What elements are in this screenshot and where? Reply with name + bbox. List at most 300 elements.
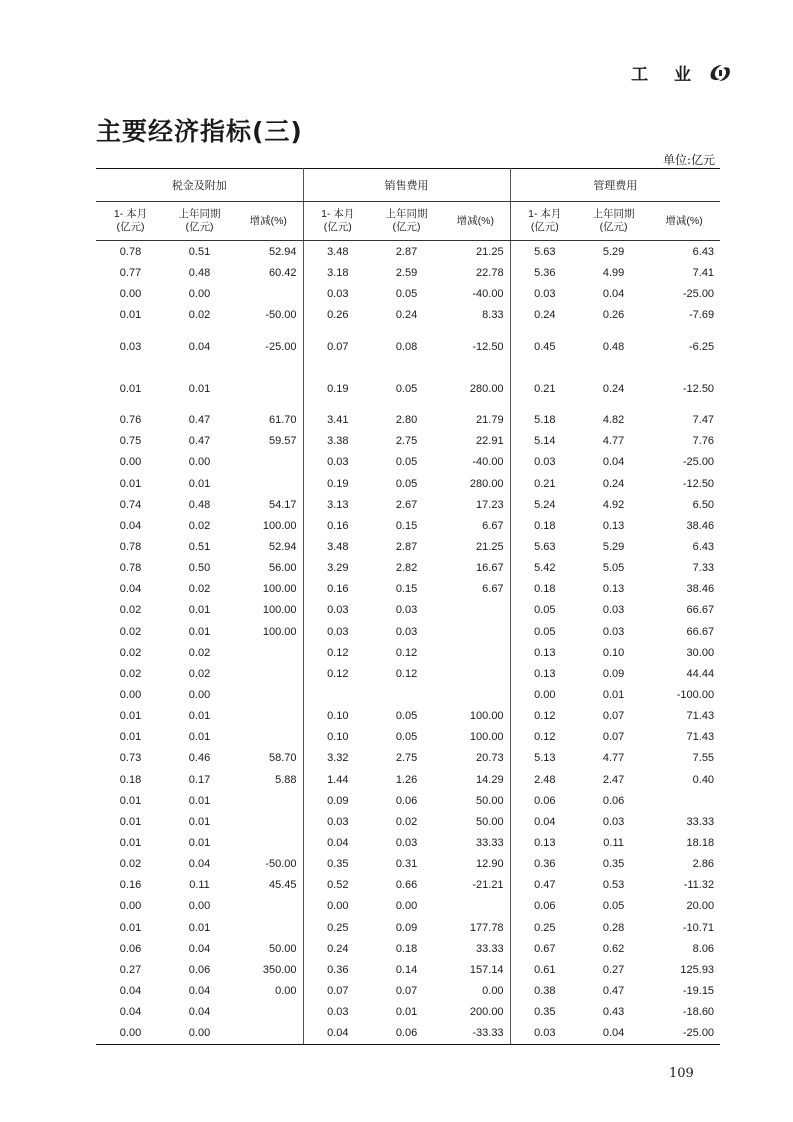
- table-cell: 0.12: [510, 706, 579, 727]
- table-cell: 0.00: [119, 456, 142, 469]
- table-cell: 6.67: [482, 583, 504, 596]
- table-cell: 0.01: [119, 710, 142, 723]
- table-cell: 50.00: [476, 815, 504, 828]
- table-cell: 0.03: [395, 625, 418, 638]
- table-cell: 0.01: [119, 308, 142, 321]
- table-cell: 0.05: [602, 900, 625, 913]
- table-cell: 0.03: [395, 604, 418, 617]
- table-cell: 0.67: [510, 938, 579, 959]
- table-cell: 2.87: [395, 540, 418, 553]
- table-cell: 0.00: [119, 287, 142, 300]
- sub-header-row: [96, 202, 720, 241]
- prev-year-header: 上年同期 (亿元): [372, 202, 441, 241]
- table-cell: 0.04: [188, 984, 211, 997]
- table-cell: 0.62: [602, 942, 625, 955]
- table-cell: 0.03: [303, 811, 372, 832]
- table-cell: 0.03: [510, 283, 579, 304]
- table-cell: 0.73: [119, 752, 142, 765]
- table-cell: 66.67: [686, 625, 715, 638]
- table-cell: [372, 684, 441, 705]
- table-cell: 50.00: [269, 942, 297, 955]
- table-cell: 5.18: [510, 410, 579, 431]
- table-cell: 0.31: [395, 858, 418, 871]
- table-cell: 3.38: [303, 431, 372, 452]
- section-label: [631, 60, 733, 85]
- page-title: 主要经济指标(三): [96, 117, 303, 146]
- table-row: [96, 1023, 720, 1045]
- table-cell: 0.01: [188, 794, 211, 807]
- table-cell: 5.29: [602, 245, 625, 258]
- table-cell: 2.87: [395, 245, 418, 258]
- table-cell: 0.02: [119, 858, 142, 871]
- table-cell: 0.09: [395, 921, 418, 934]
- table-cell: [234, 727, 303, 748]
- table-cell: 6.67: [482, 519, 504, 532]
- table-cell: 0.28: [602, 921, 625, 934]
- table-cell: 20.00: [686, 900, 715, 913]
- table-row: [96, 494, 720, 515]
- table-cell: 56.00: [269, 562, 297, 575]
- table-cell: 0.18: [119, 773, 142, 786]
- table-cell: 0.78: [119, 245, 142, 258]
- table-cell: 18.18: [686, 836, 715, 849]
- table-cell: 7.76: [692, 435, 715, 448]
- table-cell: 0.06: [119, 942, 142, 955]
- table-cell: 21.25: [476, 540, 504, 553]
- table-cell: 0.03: [602, 604, 625, 617]
- table-cell: -18.60: [682, 1006, 715, 1019]
- table-row: [96, 326, 720, 368]
- table-cell: 0.00: [188, 456, 211, 469]
- change-header: 增减(%): [648, 202, 720, 241]
- table-cell: 3.18: [303, 262, 372, 283]
- table-cell: 0.03: [303, 452, 372, 473]
- table-cell: 21.25: [476, 245, 504, 258]
- table-cell: 5.63: [510, 241, 579, 263]
- table-cell: 0.03: [303, 600, 372, 621]
- table-cell: 0.47: [602, 984, 625, 997]
- change-header: 增减(%): [441, 202, 510, 241]
- ytd-header: 1- 本月 (亿元): [96, 202, 165, 241]
- table-cell: 0.11: [603, 836, 624, 849]
- table-cell: 0.06: [188, 963, 211, 976]
- table-cell: -12.50: [682, 382, 715, 395]
- table-cell: 52.94: [269, 245, 297, 258]
- table-cell: 0.03: [510, 1023, 579, 1045]
- table-cell: 1.26: [395, 773, 418, 786]
- table-cell: 100.00: [262, 604, 297, 617]
- table-cell: [234, 1023, 303, 1045]
- table-cell: 0.05: [395, 477, 418, 490]
- change-header: 增减(%): [234, 202, 303, 241]
- table-row: [96, 938, 720, 959]
- table-row: [96, 769, 720, 790]
- table-cell: 0.00: [119, 688, 142, 701]
- table-cell: 0.75: [119, 435, 142, 448]
- table-row: [96, 790, 720, 811]
- table-cell: 52.94: [269, 540, 297, 553]
- table-cell: 0.08: [395, 340, 418, 353]
- group-header-row: [96, 169, 720, 202]
- table-cell: 66.67: [686, 604, 715, 617]
- table-cell: 2.80: [395, 414, 418, 427]
- table-cell: 0.02: [119, 646, 142, 659]
- table-cell: 0.00: [96, 1023, 165, 1045]
- table-cell: 0.66: [395, 879, 418, 892]
- table-row: [96, 368, 720, 410]
- table-cell: 44.44: [686, 667, 715, 680]
- table-cell: 0.35: [303, 854, 372, 875]
- table-cell: 0.00: [119, 900, 142, 913]
- table-cell: 0.15: [395, 583, 418, 596]
- table-cell: 71.43: [686, 710, 715, 723]
- table-cell: 0.40: [692, 773, 715, 786]
- table-cell: 0.03: [602, 815, 625, 828]
- table-row: [96, 832, 720, 853]
- table-cell: 0.05: [395, 382, 418, 395]
- table-cell: 0.48: [188, 498, 211, 511]
- table-row: [96, 811, 720, 832]
- table-cell: 5.13: [510, 748, 579, 769]
- table-cell: 0.02: [119, 625, 142, 638]
- table-cell: 0.07: [303, 326, 372, 368]
- table-cell: 3.29: [303, 558, 372, 579]
- table-cell: 2.86: [692, 858, 715, 871]
- table-cell: 0.05: [395, 287, 418, 300]
- table-cell: 0.36: [303, 959, 372, 980]
- table-cell: 0.01: [602, 688, 625, 701]
- table-cell: [234, 790, 303, 811]
- table-cell: 3.13: [303, 494, 372, 515]
- table-cell: 0.02: [119, 667, 142, 680]
- table-cell: 0.04: [119, 519, 142, 532]
- table-cell: 0.61: [510, 959, 579, 980]
- table-cell: 0.04: [119, 984, 142, 997]
- table-cell: 38.46: [686, 519, 715, 532]
- table-row: [96, 536, 720, 557]
- table-cell: 0.13: [510, 642, 579, 663]
- table-cell: 0.01: [188, 710, 211, 723]
- industry-logo-icon: [707, 62, 733, 84]
- table-cell: 0.01: [188, 921, 211, 934]
- table-cell: 4.77: [602, 435, 625, 448]
- table-cell: -40.00: [472, 456, 504, 469]
- table-cell: 7.47: [692, 414, 715, 427]
- table-cell: 54.17: [269, 498, 297, 511]
- table-cell: [303, 684, 372, 705]
- table-cell: 6.43: [692, 245, 715, 258]
- table-cell: [234, 706, 303, 727]
- table-cell: 3.41: [303, 410, 372, 431]
- table-cell: 0.01: [188, 477, 211, 490]
- prev-year-header: 上年同期 (亿元): [165, 202, 234, 241]
- table-cell: 0.45: [510, 326, 579, 368]
- table-cell: [234, 896, 303, 917]
- table-cell: 2.48: [510, 769, 579, 790]
- table-cell: [234, 663, 303, 684]
- table-cell: 61.70: [269, 414, 297, 427]
- table-cell: 8.06: [692, 942, 715, 955]
- table-row: [96, 875, 720, 896]
- table-cell: 0.16: [303, 579, 372, 600]
- table-cell: -25.00: [648, 1023, 720, 1045]
- page-number: 109: [669, 1066, 694, 1081]
- table-cell: 7.55: [692, 752, 715, 765]
- table-cell: [234, 684, 303, 705]
- table-row: [96, 410, 720, 431]
- table-cell: 100.00: [469, 710, 504, 723]
- table-cell: 4.82: [602, 414, 625, 427]
- table-cell: 38.46: [686, 583, 715, 596]
- table-cell: 0.03: [303, 1002, 372, 1023]
- table-cell: -12.50: [472, 340, 504, 353]
- group-header-selling: 销售费用: [303, 169, 510, 202]
- table-row: [96, 241, 720, 263]
- table-cell: 0.03: [602, 625, 625, 638]
- table-cell: 4.77: [602, 752, 625, 765]
- table-cell: 0.00: [482, 984, 504, 997]
- table-cell: 0.26: [602, 308, 625, 321]
- table-cell: -25.00: [682, 456, 715, 469]
- table-body: [96, 241, 720, 1045]
- table-cell: 0.01: [188, 382, 211, 395]
- table-cell: 0.13: [602, 583, 625, 596]
- table-cell: 0.00: [165, 1023, 234, 1045]
- table-cell: -19.15: [682, 984, 715, 997]
- table-cell: 0.04: [188, 858, 211, 871]
- table-row: [96, 854, 720, 875]
- table-cell: 0.03: [303, 621, 372, 642]
- table-cell: 0.78: [119, 562, 142, 575]
- table-cell: 280.00: [469, 382, 504, 395]
- table-cell: -33.33: [441, 1023, 510, 1045]
- table-cell: 0.01: [188, 604, 211, 617]
- table-cell: [234, 832, 303, 853]
- table-cell: -25.00: [265, 340, 297, 353]
- table-cell: 0.53: [602, 879, 625, 892]
- table-cell: 0.03: [119, 340, 142, 353]
- table-cell: 0.00: [188, 688, 211, 701]
- table-cell: 0.00: [303, 896, 372, 917]
- table-cell: 0.04: [579, 1023, 648, 1045]
- table-cell: 3.48: [303, 241, 372, 263]
- table-cell: [441, 621, 510, 642]
- table-cell: -12.50: [682, 477, 715, 490]
- table-cell: 0.05: [395, 731, 418, 744]
- table-cell: 0.35: [510, 1002, 579, 1023]
- table-row: [96, 959, 720, 980]
- table-cell: 0.03: [510, 452, 579, 473]
- table-cell: 5.05: [602, 562, 625, 575]
- table-cell: -50.00: [265, 308, 297, 321]
- table-row: [96, 473, 720, 494]
- table-cell: 2.47: [602, 773, 625, 786]
- table-cell: 0.11: [189, 879, 210, 892]
- table-cell: 0.03: [395, 836, 418, 849]
- table-cell: 30.00: [686, 646, 715, 659]
- table-cell: -100.00: [676, 688, 715, 701]
- table-cell: 17.23: [476, 498, 504, 511]
- table-cell: 0.43: [602, 1006, 625, 1019]
- table-cell: 0.46: [188, 752, 211, 765]
- table-cell: 0.00: [188, 900, 211, 913]
- table-cell: 0.10: [602, 646, 625, 659]
- table-cell: 0.10: [303, 706, 372, 727]
- table-cell: 0.17: [188, 773, 211, 786]
- table-row: [96, 515, 720, 536]
- table-row: [96, 684, 720, 705]
- table-cell: 0.07: [303, 980, 372, 1001]
- table-cell: 0.01: [119, 836, 142, 849]
- table-cell: 6.43: [692, 540, 715, 553]
- table-cell: 0.12: [303, 642, 372, 663]
- table-row: [96, 980, 720, 1001]
- table-row: [96, 558, 720, 579]
- table-cell: 0.47: [510, 875, 579, 896]
- table-row: [96, 748, 720, 769]
- table-cell: [441, 663, 510, 684]
- table-cell: 0.06: [602, 794, 625, 807]
- group-header-admin: 管理费用: [510, 169, 720, 202]
- table-cell: 3.32: [303, 748, 372, 769]
- table-cell: 0.24: [602, 477, 625, 490]
- table-cell: 33.33: [476, 942, 504, 955]
- table-cell: 0.13: [602, 519, 625, 532]
- ytd-header: 1- 本月 (亿元): [510, 202, 579, 241]
- table-cell: 0.10: [303, 727, 372, 748]
- table-cell: 58.70: [269, 752, 297, 765]
- section-label-text: 工 业: [631, 65, 701, 85]
- table-cell: 0.26: [303, 304, 372, 325]
- table-cell: 0.25: [303, 917, 372, 938]
- table-cell: 157.14: [469, 963, 504, 976]
- table-cell: 0.36: [510, 854, 579, 875]
- table-row: [96, 621, 720, 642]
- table-cell: 0.00: [275, 984, 297, 997]
- table-cell: 100.00: [469, 731, 504, 744]
- table-cell: 0.18: [510, 515, 579, 536]
- table-cell: 71.43: [686, 731, 715, 744]
- table-cell: 0.24: [395, 308, 418, 321]
- table-cell: 21.79: [476, 414, 504, 427]
- table-cell: 7.41: [692, 266, 715, 279]
- table-cell: 0.51: [188, 245, 211, 258]
- table-cell: 0.02: [188, 583, 211, 596]
- table-cell: [234, 811, 303, 832]
- table-cell: 5.63: [510, 536, 579, 557]
- table-row: [96, 579, 720, 600]
- table-cell: 33.33: [686, 815, 715, 828]
- table-cell: 6.50: [692, 498, 715, 511]
- table-cell: 7.33: [692, 562, 715, 575]
- indicator-table: [96, 168, 720, 1045]
- table-cell: 50.00: [476, 794, 504, 807]
- table-cell: 100.00: [262, 625, 297, 638]
- table-cell: 100.00: [262, 583, 297, 596]
- table-cell: 0.05: [510, 600, 579, 621]
- table-cell: 0.06: [372, 1023, 441, 1045]
- table-cell: [234, 1002, 303, 1023]
- table-cell: 0.19: [303, 368, 372, 410]
- table-cell: [234, 642, 303, 663]
- table-cell: 60.42: [269, 266, 297, 279]
- table-cell: -40.00: [472, 287, 504, 300]
- table-cell: 0.02: [188, 519, 211, 532]
- table-cell: 0.48: [602, 340, 625, 353]
- table-cell: 33.33: [476, 836, 504, 849]
- table-cell: 0.06: [510, 896, 579, 917]
- table-row: [96, 600, 720, 621]
- table-cell: 4.92: [602, 498, 625, 511]
- table-cell: 2.75: [395, 435, 418, 448]
- table-cell: 0.01: [119, 477, 142, 490]
- table-row: [96, 917, 720, 938]
- table-cell: 0.12: [510, 727, 579, 748]
- table-cell: 0.47: [188, 414, 211, 427]
- table-cell: 4.99: [602, 266, 625, 279]
- table-cell: 0.77: [119, 266, 142, 279]
- table-cell: -10.71: [682, 921, 715, 934]
- table-cell: 3.48: [303, 536, 372, 557]
- table-cell: 0.19: [303, 473, 372, 494]
- table-cell: 0.38: [510, 980, 579, 1001]
- table-cell: 5.36: [510, 262, 579, 283]
- table-cell: 0.27: [602, 963, 625, 976]
- table-cell: 5.14: [510, 431, 579, 452]
- table-cell: [441, 642, 510, 663]
- table-cell: 0.05: [395, 456, 418, 469]
- table-cell: 14.29: [476, 773, 504, 786]
- table-cell: 200.00: [469, 1006, 504, 1019]
- table-cell: 16.67: [476, 562, 504, 575]
- group-header-tax: 税金及附加: [96, 169, 303, 202]
- table-row: [96, 706, 720, 727]
- table-cell: 1.44: [303, 769, 372, 790]
- table-cell: [234, 283, 303, 304]
- table-cell: [234, 452, 303, 473]
- table-cell: 0.14: [395, 963, 418, 976]
- table-cell: 0.04: [119, 583, 142, 596]
- table-cell: 0.51: [188, 540, 211, 553]
- table-cell: -6.25: [688, 340, 715, 353]
- table-cell: -50.00: [265, 858, 297, 871]
- table-cell: 0.01: [188, 625, 211, 638]
- table-cell: 59.57: [269, 435, 297, 448]
- table-cell: 0.07: [602, 731, 625, 744]
- table-cell: 125.93: [680, 963, 715, 976]
- table-cell: 0.35: [602, 858, 625, 871]
- table-row: [96, 452, 720, 473]
- table-cell: [441, 600, 510, 621]
- table-cell: 0.02: [119, 604, 142, 617]
- table-cell: 0.05: [395, 710, 418, 723]
- table-cell: [234, 473, 303, 494]
- table-cell: 0.02: [188, 308, 211, 321]
- table-cell: 0.02: [188, 646, 211, 659]
- table-cell: 0.01: [188, 731, 211, 744]
- table-cell: 0.52: [303, 875, 372, 896]
- table-cell: 0.21: [510, 368, 579, 410]
- table-cell: 5.42: [510, 558, 579, 579]
- table-cell: 0.13: [510, 832, 579, 853]
- table-cell: [234, 917, 303, 938]
- table-cell: 0.01: [119, 731, 142, 744]
- table-cell: 22.91: [476, 435, 504, 448]
- table-cell: 0.47: [188, 435, 211, 448]
- table-cell: 350.00: [262, 963, 297, 976]
- table-cell: 8.33: [482, 308, 504, 321]
- table-cell: 2.67: [395, 498, 418, 511]
